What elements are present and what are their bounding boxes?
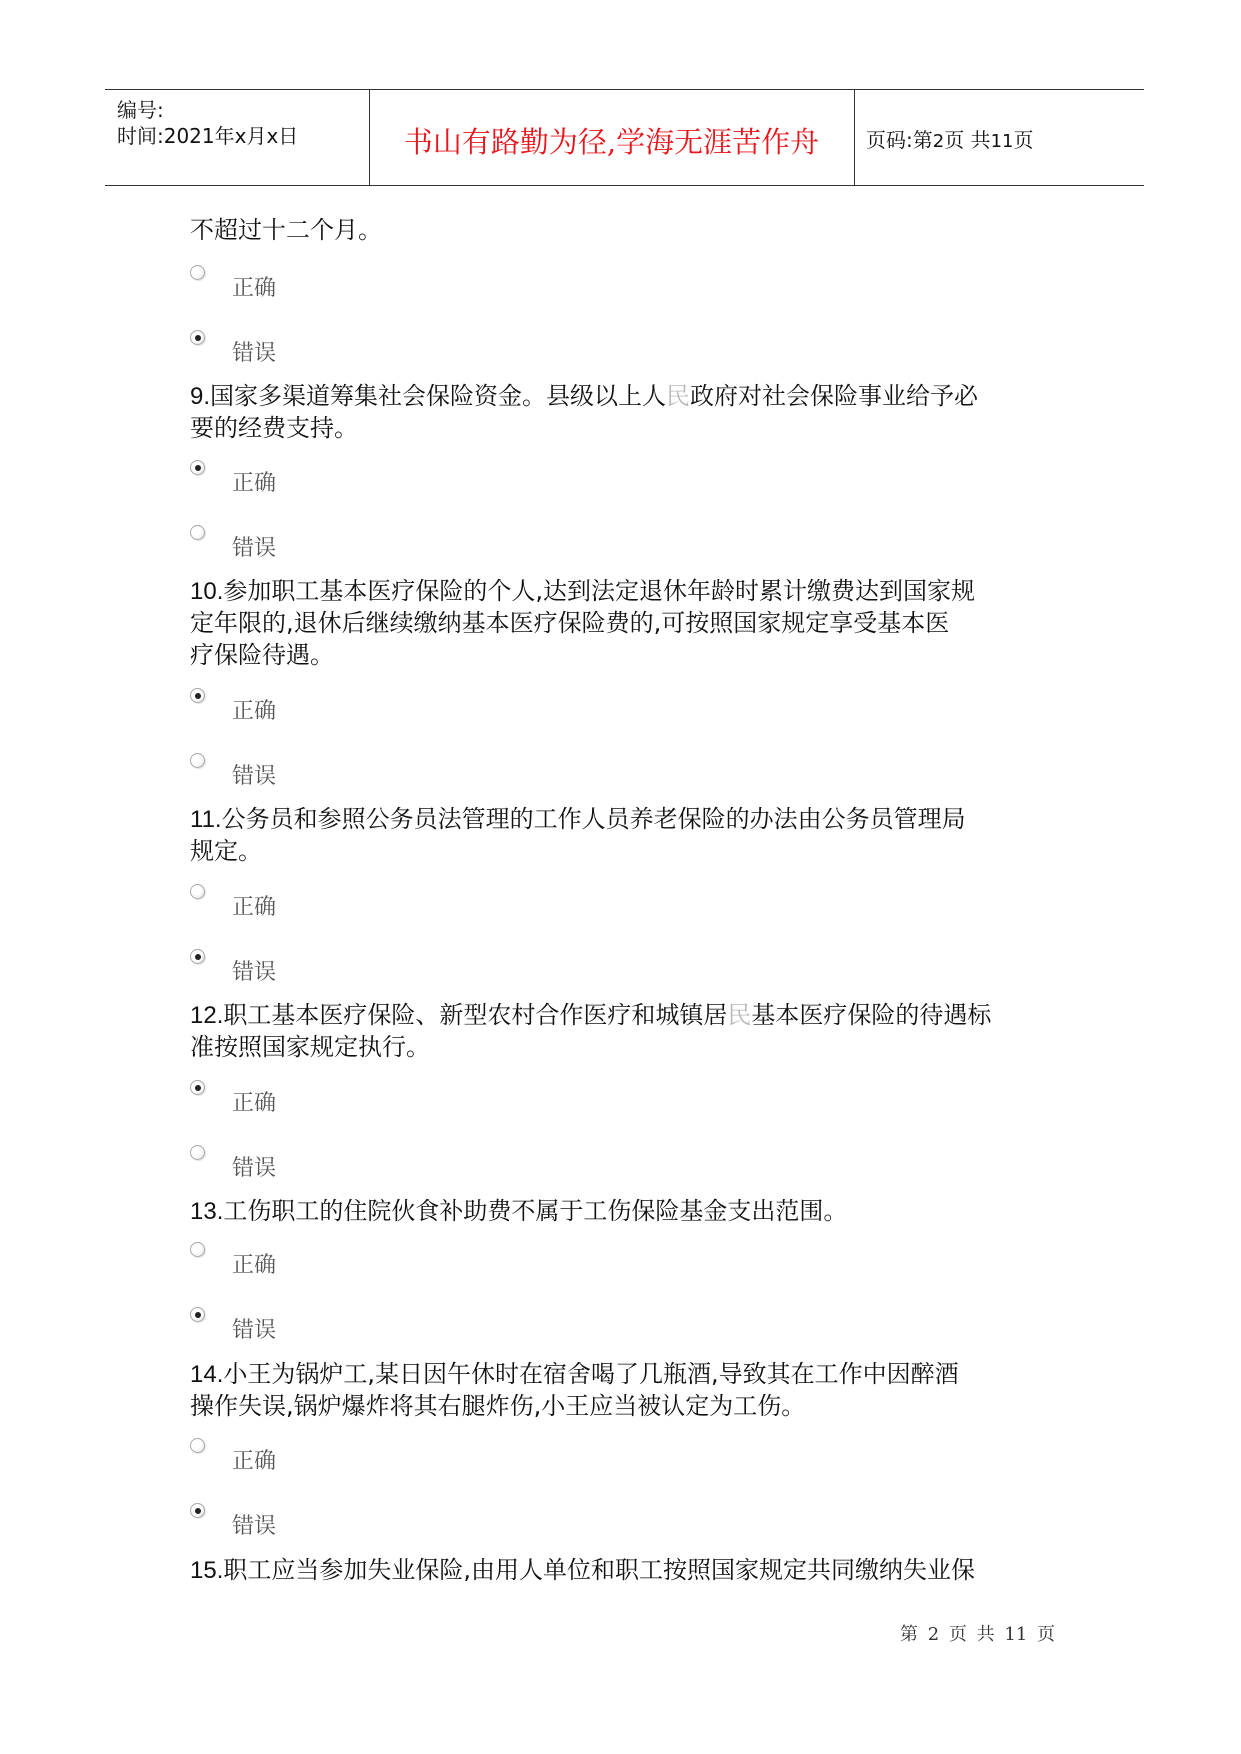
option-label: 错误 bbox=[232, 536, 277, 561]
question-11-text bbox=[190, 803, 966, 836]
option-label: 错误 bbox=[232, 960, 277, 985]
question-text-segment: 政府对社会保险事业给予必 bbox=[690, 382, 979, 410]
footer-suffix: 页 bbox=[1037, 1624, 1056, 1645]
question-12-text-line-2: 准按照国家规定执行。 bbox=[190, 1033, 430, 1061]
q10-option-wrong[interactable] bbox=[190, 753, 390, 787]
page-total: 11 bbox=[990, 131, 1014, 152]
option-label: 正确 bbox=[232, 1091, 277, 1116]
page-footer bbox=[900, 1620, 1055, 1646]
question-number: 9. bbox=[190, 383, 211, 410]
question-15-text bbox=[190, 1554, 975, 1587]
q8-option-wrong[interactable] bbox=[190, 330, 390, 364]
header-meta-cell bbox=[105, 90, 370, 185]
q9-option-wrong[interactable] bbox=[190, 525, 390, 559]
document-number-label: 编号: bbox=[117, 98, 164, 122]
option-label: 正确 bbox=[232, 1253, 277, 1278]
q12-option-correct[interactable] bbox=[190, 1080, 390, 1114]
question-number: 14. bbox=[190, 1361, 224, 1388]
question-text-segment: 职工应当参加失业保险,由用人单位和职工按照国家规定共同缴纳失业保 bbox=[223, 1556, 976, 1584]
document-time-label: 时间:2021年x月x日 bbox=[117, 124, 299, 148]
option-label: 错误 bbox=[232, 341, 277, 366]
radio-unchecked-icon[interactable] bbox=[190, 884, 205, 899]
question-11-text-line-2: 规定。 bbox=[190, 837, 262, 865]
question-14-text bbox=[190, 1358, 959, 1391]
radio-unchecked-icon[interactable] bbox=[190, 1242, 205, 1257]
question-12-text bbox=[190, 999, 991, 1032]
option-label: 错误 bbox=[232, 1514, 277, 1539]
question-text-segment: 国家多渠道筹集社会保险资金。县级以上人 bbox=[210, 382, 667, 410]
radio-checked-icon[interactable] bbox=[190, 949, 205, 964]
footer-current-page: 2 bbox=[927, 1624, 940, 1645]
question-number: 11. bbox=[190, 806, 222, 833]
radio-checked-icon[interactable] bbox=[190, 330, 205, 345]
q10-option-correct[interactable] bbox=[190, 688, 390, 722]
q14-option-wrong[interactable] bbox=[190, 1503, 390, 1537]
option-label: 正确 bbox=[232, 471, 277, 496]
header-motto-cell bbox=[369, 90, 855, 185]
radio-checked-icon[interactable] bbox=[190, 460, 205, 475]
question-9-text-line-2: 要的经费支持。 bbox=[190, 414, 358, 442]
question-10-text-line-2: 定年限的,退休后继续缴纳基本医疗保险费的,可按照国家规定享受基本医 bbox=[190, 609, 950, 637]
option-label: 错误 bbox=[232, 1318, 277, 1343]
motto-text: 书山有路勤为径,学海无涯苦作舟 bbox=[403, 125, 820, 159]
radio-unchecked-icon[interactable] bbox=[190, 525, 205, 540]
radio-checked-icon[interactable] bbox=[190, 1503, 205, 1518]
footer-total-pages: 11 bbox=[1004, 1624, 1028, 1645]
header-page-cell bbox=[854, 90, 1144, 185]
option-label: 错误 bbox=[232, 764, 277, 789]
q11-option-correct[interactable] bbox=[190, 884, 390, 918]
option-label: 正确 bbox=[232, 895, 277, 920]
question-14-text-line-2: 操作失误,锅炉爆炸将其右腿炸伤,小王应当被认定为工伤。 bbox=[190, 1392, 806, 1420]
question-text-segment: 公务员和参照公务员法管理的工作人员养老保险的办法由公务员管理局 bbox=[221, 805, 966, 833]
question-continuation: 不超过十二个月。 bbox=[190, 216, 382, 244]
q9-option-correct[interactable] bbox=[190, 460, 390, 494]
radio-unchecked-icon[interactable] bbox=[190, 1438, 205, 1453]
question-13-text bbox=[190, 1195, 847, 1228]
option-label: 正确 bbox=[232, 1449, 277, 1474]
radio-unchecked-icon[interactable] bbox=[190, 265, 205, 280]
option-label: 错误 bbox=[232, 1156, 277, 1181]
question-text-segment: 参加职工基本医疗保险的个人,达到法定退休年龄时累计缴费达到国家规 bbox=[223, 577, 976, 605]
radio-unchecked-icon[interactable] bbox=[190, 753, 205, 768]
page-current: 2 bbox=[932, 131, 945, 152]
page-suffix: 页 bbox=[1013, 128, 1034, 152]
radio-unchecked-icon[interactable] bbox=[190, 1145, 205, 1160]
q13-option-wrong[interactable] bbox=[190, 1307, 390, 1341]
question-text-segment: 职工基本医疗保险、新型农村合作医疗和城镇居 bbox=[223, 1001, 728, 1029]
page-prefix: 页码:第 bbox=[866, 128, 933, 152]
radio-checked-icon[interactable] bbox=[190, 688, 205, 703]
footer-middle: 页 共 bbox=[948, 1624, 995, 1645]
question-number: 15. bbox=[190, 1557, 224, 1584]
option-label: 正确 bbox=[232, 699, 277, 724]
q13-option-correct[interactable] bbox=[190, 1242, 390, 1276]
page-middle: 页 共 bbox=[944, 128, 991, 152]
question-9-text bbox=[190, 380, 978, 413]
question-number: 13. bbox=[190, 1198, 224, 1225]
question-number: 12. bbox=[190, 1002, 224, 1029]
question-10-text bbox=[190, 575, 975, 608]
q14-option-correct[interactable] bbox=[190, 1438, 390, 1472]
page-header bbox=[105, 89, 1144, 186]
q12-option-wrong[interactable] bbox=[190, 1145, 390, 1179]
header-page-number bbox=[866, 124, 1033, 153]
question-text-segment: 基本医疗保险的待遇标 bbox=[751, 1001, 992, 1029]
radio-checked-icon[interactable] bbox=[190, 1080, 205, 1095]
question-10-text-line-3: 疗保险待遇。 bbox=[190, 641, 334, 669]
radio-checked-icon[interactable] bbox=[190, 1307, 205, 1322]
q11-option-wrong[interactable] bbox=[190, 949, 390, 983]
question-text-segment: 工伤职工的住院伙食补助费不属于工伤保险基金支出范围。 bbox=[223, 1197, 848, 1225]
q8-option-correct[interactable] bbox=[190, 265, 390, 299]
faded-character: 民 bbox=[666, 382, 691, 410]
option-label: 正确 bbox=[232, 276, 277, 301]
footer-prefix: 第 bbox=[900, 1624, 918, 1645]
question-number: 10. bbox=[190, 578, 224, 605]
faded-character: 民 bbox=[727, 1001, 752, 1029]
question-text-segment: 小王为锅炉工,某日因午休时在宿舍喝了几瓶酒,导致其在工作中因醉酒 bbox=[223, 1360, 959, 1388]
